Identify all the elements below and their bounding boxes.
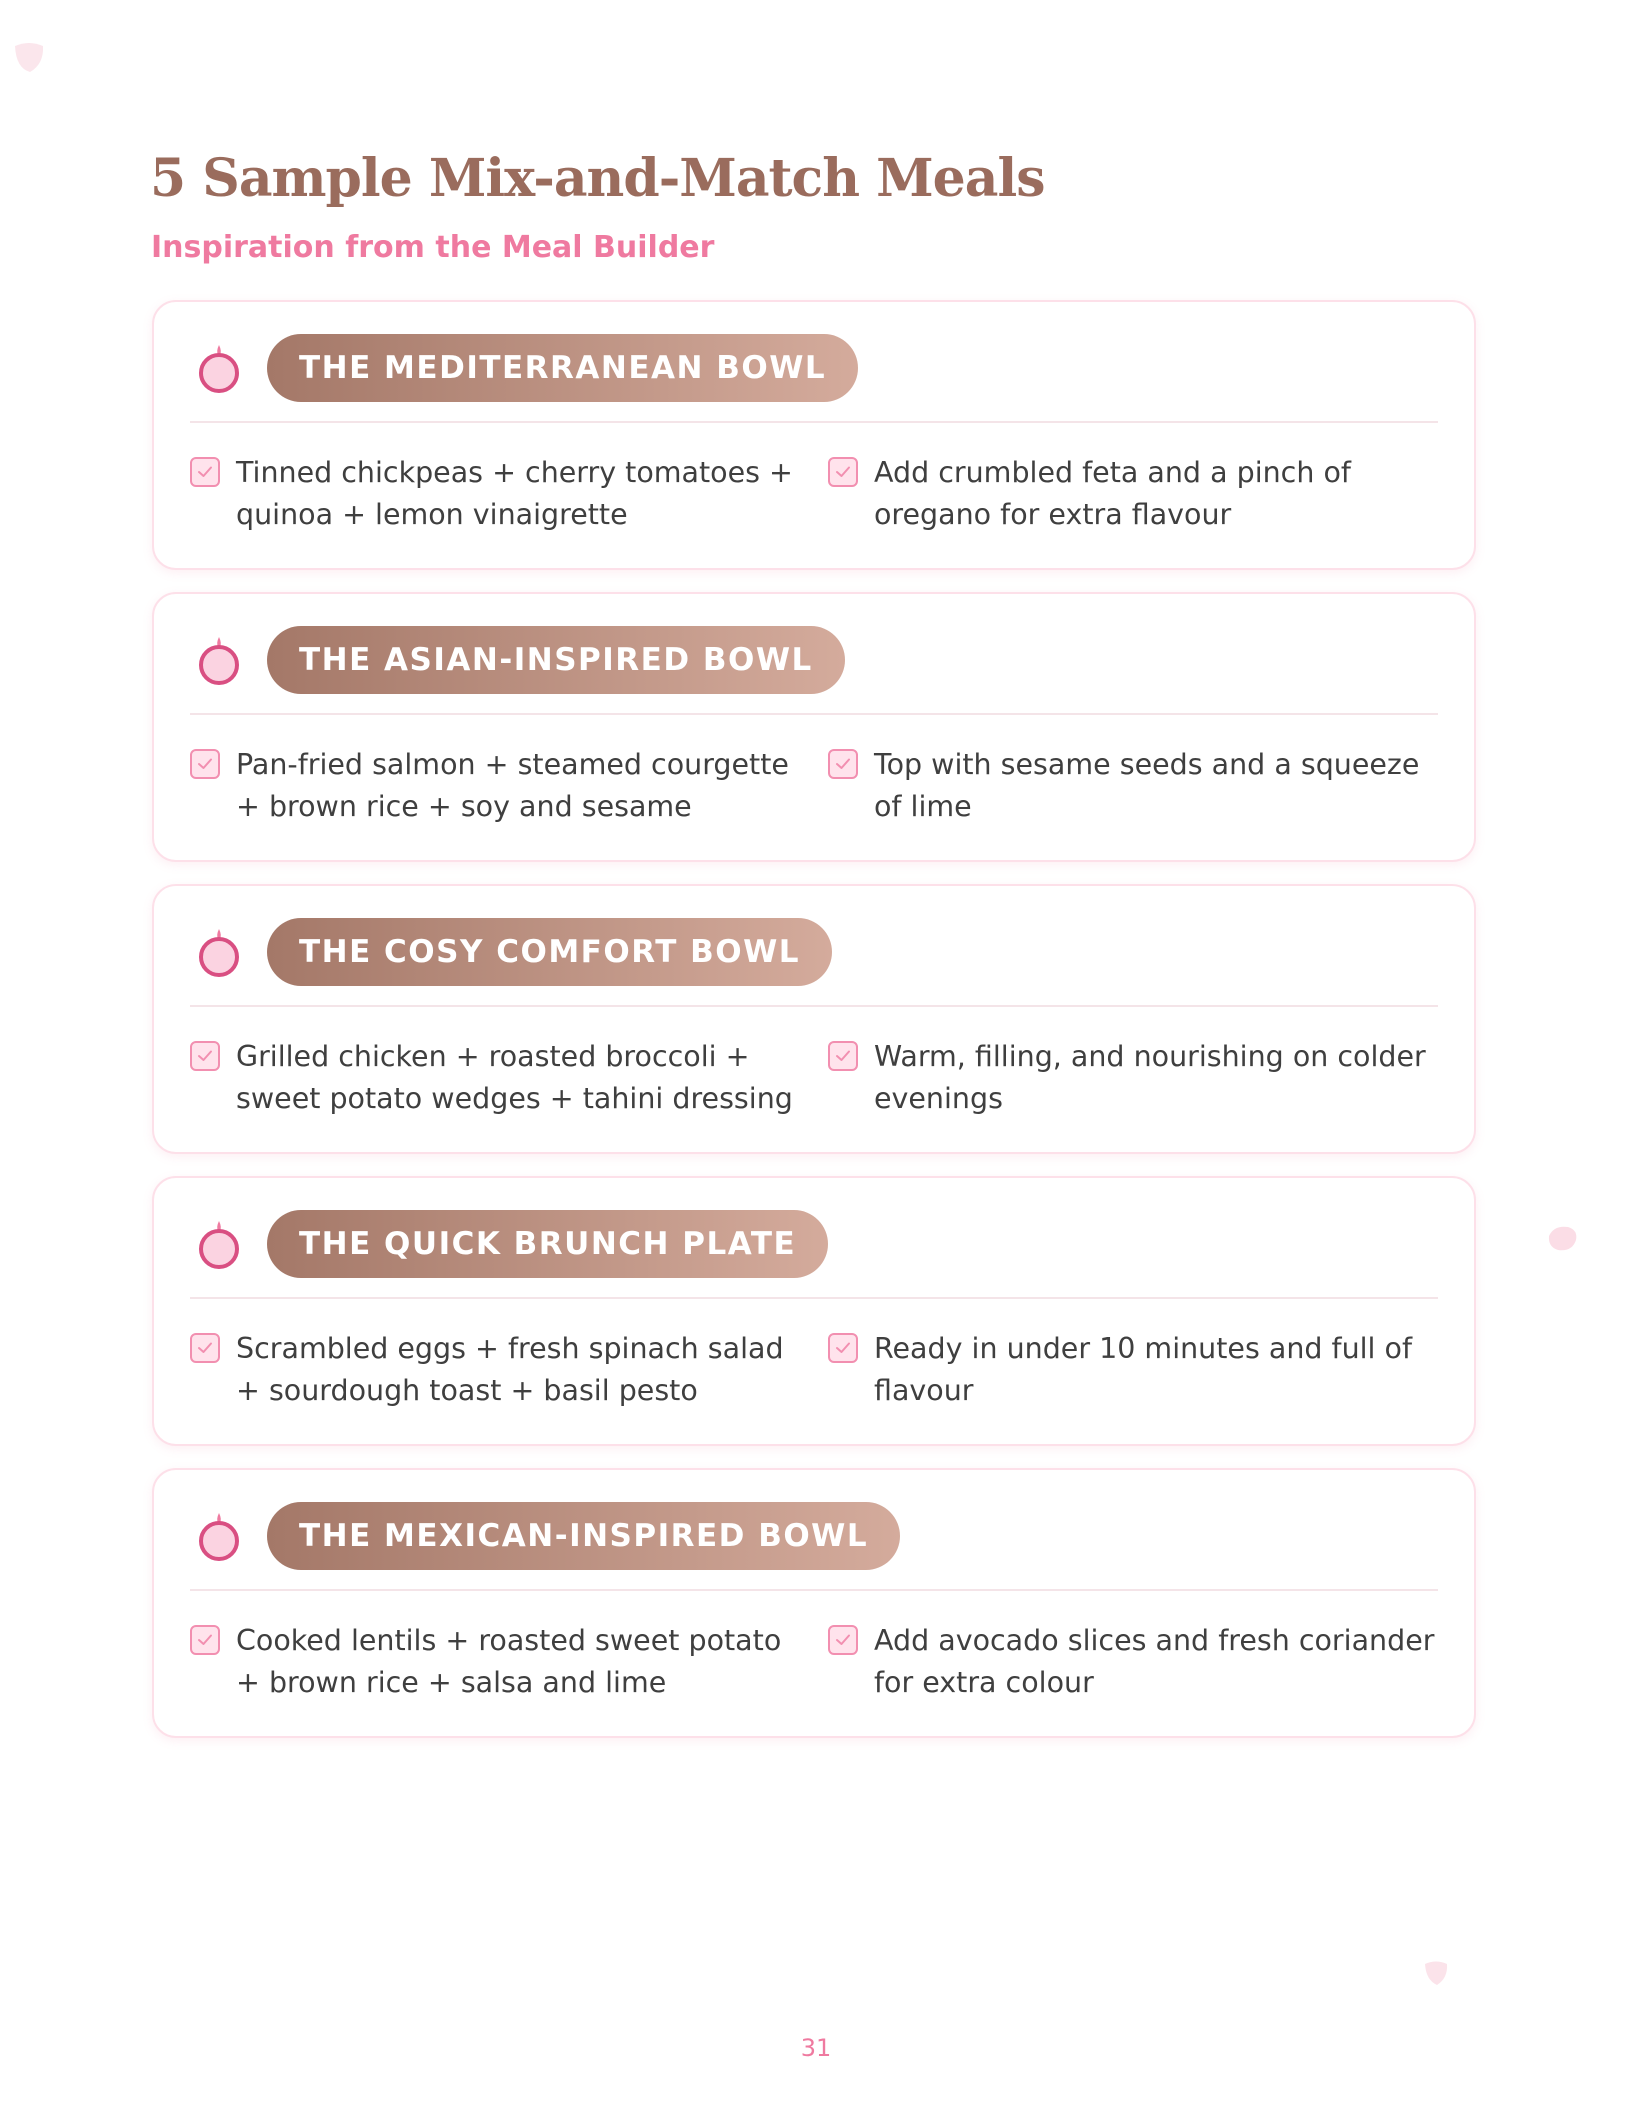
onion-icon (196, 926, 242, 978)
onion-icon (196, 1510, 242, 1562)
meal-combo-text: Cooked lentils + roasted sweet potato + brown rice + salsa and lime (236, 1624, 782, 1699)
meal-combo-text: Tinned chickpeas + cherry tomatoes + quinoa + lemon vinaigrette (236, 456, 793, 531)
meal-name-badge: THE MEXICAN-INSPIRED BOWL (267, 1502, 900, 1570)
meal-combo-item (190, 1328, 800, 1412)
meal-tip-text: Add crumbled feta and a pinch of oregano for extra flavour (874, 456, 1351, 531)
page-title: 5 Sample Mix-and-Match Meals (150, 148, 1045, 209)
checkbox-checked-icon (828, 457, 858, 487)
checkbox-checked-icon (828, 1625, 858, 1655)
checkbox-checked-icon (828, 1333, 858, 1363)
onion-icon (196, 1218, 242, 1270)
onion-icon (196, 342, 242, 394)
meal-tip-text: Warm, filling, and nourishing on colder evenings (874, 1040, 1426, 1115)
checkbox-checked-icon (190, 749, 220, 779)
pink-blob-decoration-icon (1546, 1222, 1580, 1256)
meal-tip-text: Ready in under 10 minutes and full of flavour (874, 1332, 1412, 1407)
checkbox-checked-icon (828, 1041, 858, 1071)
meal-combo-item (190, 1620, 800, 1704)
card-divider (190, 1297, 1438, 1299)
meal-tip-item (828, 1620, 1448, 1704)
meal-name-badge: THE COSY COMFORT BOWL (267, 918, 832, 986)
meal-card (152, 1176, 1476, 1446)
checkbox-checked-icon (190, 1041, 220, 1071)
checkbox-checked-icon (190, 1625, 220, 1655)
pink-blob-decoration-icon (10, 38, 48, 76)
card-divider (190, 421, 1438, 423)
meal-card (152, 1468, 1476, 1738)
meal-tip-item (828, 744, 1448, 828)
meal-name-badge: THE ASIAN-INSPIRED BOWL (267, 626, 845, 694)
meal-combo-item (190, 1036, 800, 1120)
onion-icon (196, 634, 242, 686)
meal-combo-text: Grilled chicken + roasted broccoli + sweet potato wedges + tahini dressing (236, 1040, 793, 1115)
meal-card (152, 300, 1476, 570)
checkbox-checked-icon (190, 1333, 220, 1363)
meal-tip-item (828, 1328, 1448, 1412)
meal-tip-item (828, 452, 1448, 536)
meal-tip-text: Add avocado slices and fresh coriander for extra colour (874, 1624, 1435, 1699)
meal-combo-item (190, 744, 800, 828)
meal-tip-text: Top with sesame seeds and a squeeze of lime (874, 748, 1420, 823)
meal-combo-text: Scrambled eggs + fresh spinach salad + sourdough toast + basil pesto (236, 1332, 784, 1407)
meal-card (152, 884, 1476, 1154)
meal-combo-text: Pan-fried salmon + steamed courgette + brown rice + soy and sesame (236, 748, 789, 823)
meal-card (152, 592, 1476, 862)
page-subtitle: Inspiration from the Meal Builder (151, 230, 715, 265)
pink-blob-decoration-icon (1422, 1958, 1450, 1988)
card-divider (190, 1589, 1438, 1591)
meal-name-badge: THE MEDITERRANEAN BOWL (267, 334, 858, 402)
checkbox-checked-icon (190, 457, 220, 487)
meal-combo-item (190, 452, 800, 536)
meal-name-badge: THE QUICK BRUNCH PLATE (267, 1210, 828, 1278)
card-divider (190, 1005, 1438, 1007)
checkbox-checked-icon (828, 749, 858, 779)
page-number: 31 (800, 2034, 832, 2062)
card-divider (190, 713, 1438, 715)
meal-tip-item (828, 1036, 1448, 1120)
